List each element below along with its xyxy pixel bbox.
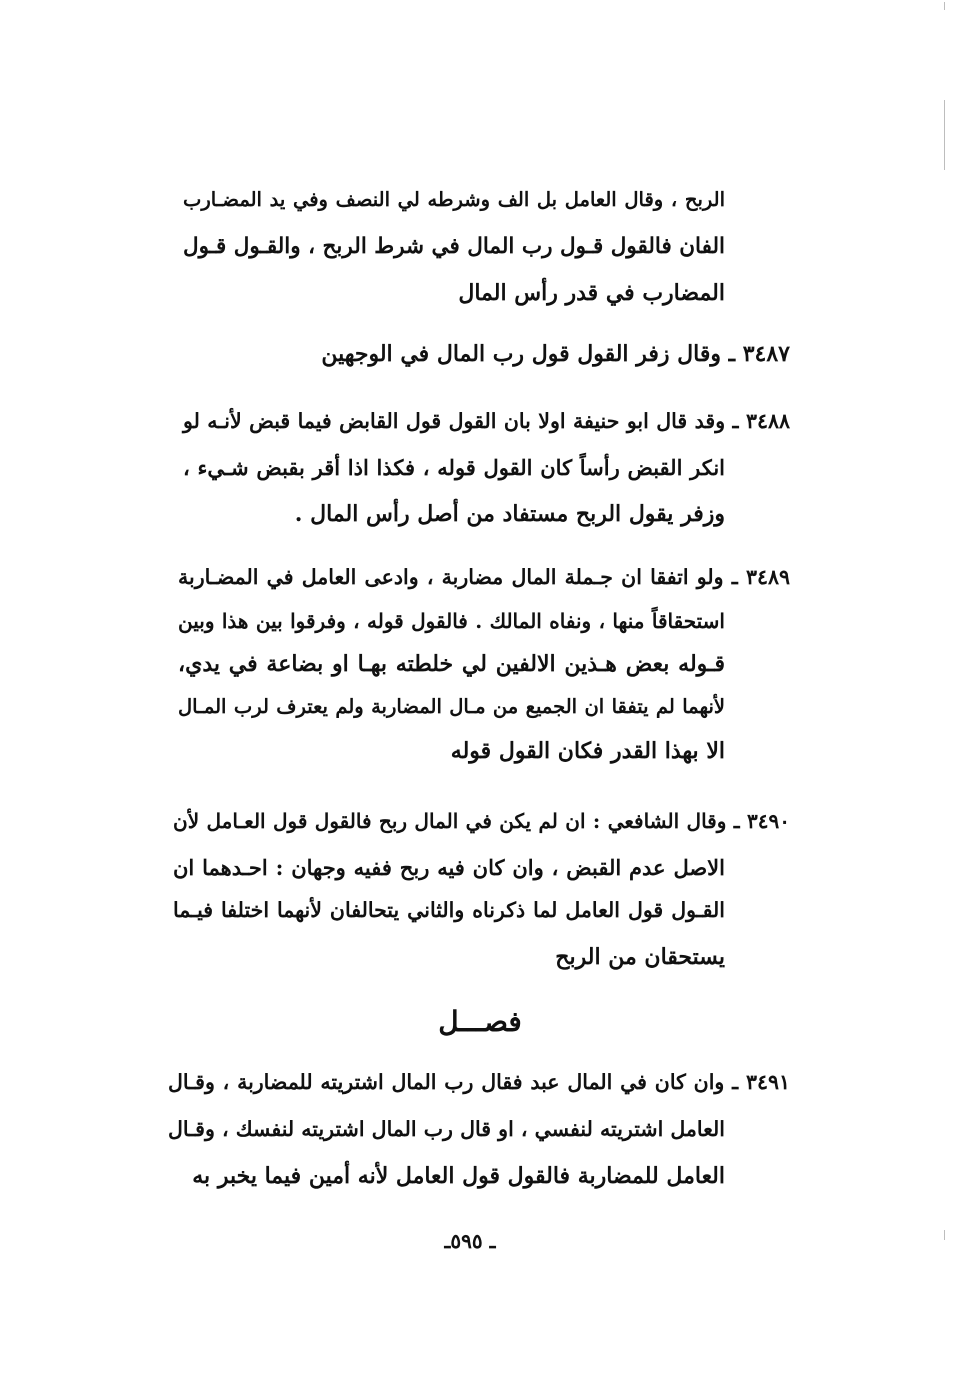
paragraph-line: العامل اشتريته لنفسي ، او قال رب المال اشتريته لنفسك ، وقـال xyxy=(168,1117,725,1141)
scan-edge-mark-lower xyxy=(944,1230,945,1240)
paragraph-line: ٣٤٩١ ـ وان كان في المال عبد فقال رب المال اشتريته للمضاربة ، وقـال xyxy=(168,1070,790,1094)
section-heading: فصـــل xyxy=(438,1005,522,1038)
paragraph-line: ٣٤٩٠ ـ وقال الشافعي : ان لم يكن في المال ربح فالقول قول العـامل لأن xyxy=(173,809,790,833)
paragraph-line: القـول قول العامل لما ذكرناه والثاني يتحالفان لأنهما اختلفا فيـما xyxy=(173,898,725,922)
paragraph-line: العامل للمضاربة فالقول قول العامل لأنه أمين فيما يخبر به xyxy=(192,1163,725,1189)
paragraph-line: ٣٤٨٩ ـ ولو اتفقا ان جـملة المال مضاربة ، وادعى العامل في المضـاربة xyxy=(178,565,790,589)
page-number: ـ ٥٩٥ـ xyxy=(444,1229,496,1253)
paragraph-line: قـوله بعض هـذين الالفين لي خلطته بهـا او بضاعة في يدي، xyxy=(178,651,725,677)
scan-edge-mark-top xyxy=(944,2,945,10)
paragraph-line: الربح ، وقال العامل بل الف وشرطه لي النصف وفي يد المضـارب xyxy=(183,188,725,211)
paragraph-line: انكر القبض رأساً كان القول قوله ، فكذا اذا أقر بقبض شـيء ، xyxy=(183,455,725,480)
scan-edge-mark-middle xyxy=(944,100,945,170)
paragraph-line: وزفر يقول الربح مستفاد من أصل رأس المال . xyxy=(294,501,725,527)
paragraph-line: الاصل عدم القبض ، وان كان فيه ربح ففيه وجهان : احـدهما ان xyxy=(173,855,725,880)
paragraph-line: الا بهذا القدر فكان القول قوله xyxy=(450,738,725,764)
paragraph-line: الفان فالقول قـول رب المال في شرط الربح ، والقـول قـول xyxy=(183,234,725,259)
paragraph-line: يستحقان من الربح xyxy=(555,944,725,970)
paragraph-line: ٣٤٨٨ ـ وقد قال ابو حنيفة اولا بان القول قول القابض فيما قبض لأنـه لو xyxy=(183,409,790,433)
paragraph-line: استحقاقاً منها ، ونفاه المالك . فالقول قوله ، وفرقوا بين هذا وبين xyxy=(178,609,725,633)
paragraph-line: لأنهما لم يتفقا ان الجميع من مـال المضاربة ولم يعترف لرب المـال xyxy=(178,695,725,718)
paragraph-line: ٣٤٨٧ ـ وقال زفر القول قول رب المال في الوجهين xyxy=(321,341,790,367)
paragraph-line: المضارب في قدر رأس المال xyxy=(458,280,725,306)
